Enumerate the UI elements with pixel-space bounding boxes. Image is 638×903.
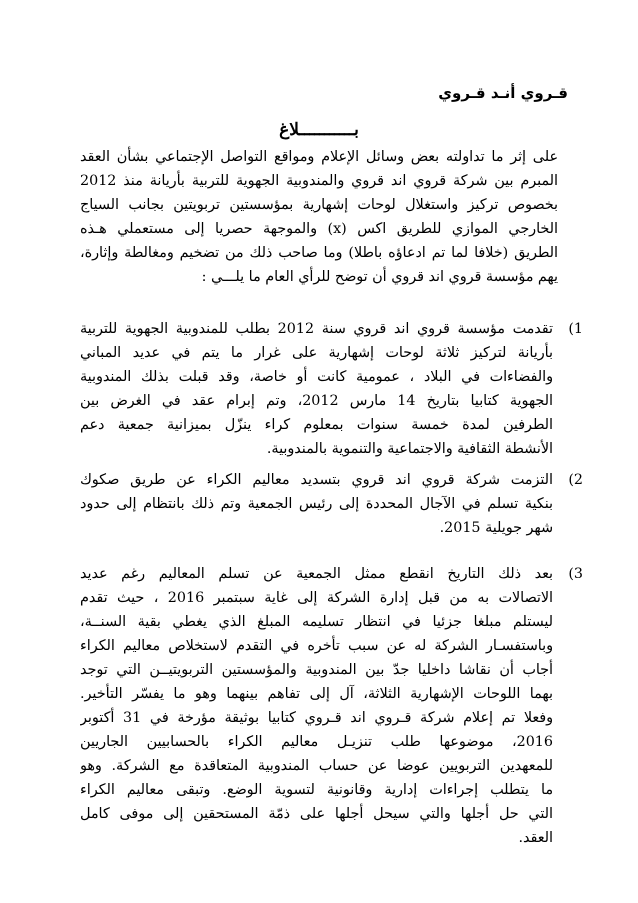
item-line: ما يتطلب إجراءات إدارية وقانونية لتسوية الوضع. وتبقى معاليم الكراء [80, 782, 553, 798]
item-line: وباستفسـار الشركة له عن سبب تأخره في التقدم لاستخلاص معاليم الكراء [80, 638, 553, 654]
item-line: بعد ذلك التاريخ انقطع ممثل الجمعية عن تسلم المعاليم رغم عديد [80, 566, 553, 582]
intro-line: الخارجي الموازي للطريق اكس (x) والموجهة حصريا إلى مستعملي هـذه [80, 221, 558, 237]
item-number: 1) [568, 321, 583, 337]
item-line: الجهوية كتابيا بتاريخ 14 مارس 2012، وتم إبرام عقد في الغرض بين [80, 393, 553, 409]
company-header: قـروي أنـد قـروي [438, 84, 568, 102]
item-line: الأنشطة الثقافية والاجتماعية والتنموية بالمندوبية. [266, 441, 553, 457]
item-line: بنكية تسلم في الآجال المحددة إلى رئيس الجمعية وتم ذلك بانتظام إلى حدود [80, 496, 553, 512]
intro-line: على إثر ما تداولته بعض وسائل الإعلام ومواقع التواصل الإجتماعي بشأن العقد [80, 149, 558, 165]
intro-line: المبرم بين شركة قروي اند قروي والمندوبية الجهوية للتربية بأريانة منذ 2012 [80, 173, 558, 189]
intro-paragraph [80, 145, 558, 289]
item-line: بأريانة لتركيز ثلاثة لوحات إشهارية على غرار ما يتم في عديد المباني [80, 345, 553, 361]
item-line: تقدمت مؤسسة قروي اند قروي سنة 2012 بطلب للمندوبية الجهوية للتربية [80, 321, 553, 337]
page-title: بـــــــــــلاغ [279, 120, 359, 140]
item-line: والفضاءات في البلاد ، عمومية كانت أو خاصة، وقد قبلت بذلك المندوبية [80, 369, 553, 385]
item-line: 2016، موضوعها طلب تنزيـل معاليم الكراء بالحسابيين الجاريين [80, 734, 553, 750]
item-line: الاتصالات به من قبل إدارة الشركة إلى غاية سبتمبر 2016 ، حيث تقدم [80, 590, 553, 606]
item-body [80, 317, 553, 461]
item-number: 2) [568, 472, 583, 488]
item-line: التي حل أجلها والتي سيحل أجلها على ذمّة المستحقين إلى موفى كامل [80, 806, 553, 822]
item-body [80, 468, 553, 540]
intro-line: بخصوص تركيز واستغلال لوحات إشهارية بمؤسستين تربويتين بجانب السياج [80, 197, 558, 213]
intro-line: الطريق (خلافا لما تم ادعاؤه باطلا) وما صاحب ذلك من تضخيم ومغالطة وإثارة، [80, 245, 558, 261]
item-line: الطرفين لمدة خمسة سنوات بمعلوم كراء ينزّل بميزانية جمعية دعم [80, 417, 553, 433]
item-line: التزمت شركة قروي اند قروي بتسديد معاليم الكراء عن طريق صكوك [80, 472, 553, 488]
item-line: ليستلم مبلغا جزئيا في انتظار تسليمه المبلغ الذي يغطي بقية السنــة، [80, 614, 553, 630]
item-line: العقد. [518, 830, 553, 846]
item-line: وفعلا تم إعلام شركة قـروي اند قـروي كتابيا بوثيقة مؤرخة في 31 أكتوبر [80, 710, 553, 726]
item-line: للمعهدين التربويين عوضا عن حساب المندوبية المتعاقدة مع الشركة. وهو [80, 758, 553, 774]
item-number: 3) [568, 566, 583, 582]
item-body [80, 562, 553, 850]
item-line: أجاب أن نقاشا داخليا جدّ بين المندوبية والمؤسستين التربويتيــن التي توجد [80, 662, 553, 678]
item-line: شهر جويلية 2015. [439, 520, 553, 536]
item-line: بهما اللوحات الإشهارية الثلاثة، آل إلى تفاهم بينهما وهو ما يفسّر التأخير. [80, 686, 553, 702]
intro-line: يهم مؤسسة قروي اند قروي أن توضح للرأي العام ما يلـــي : [201, 269, 558, 285]
